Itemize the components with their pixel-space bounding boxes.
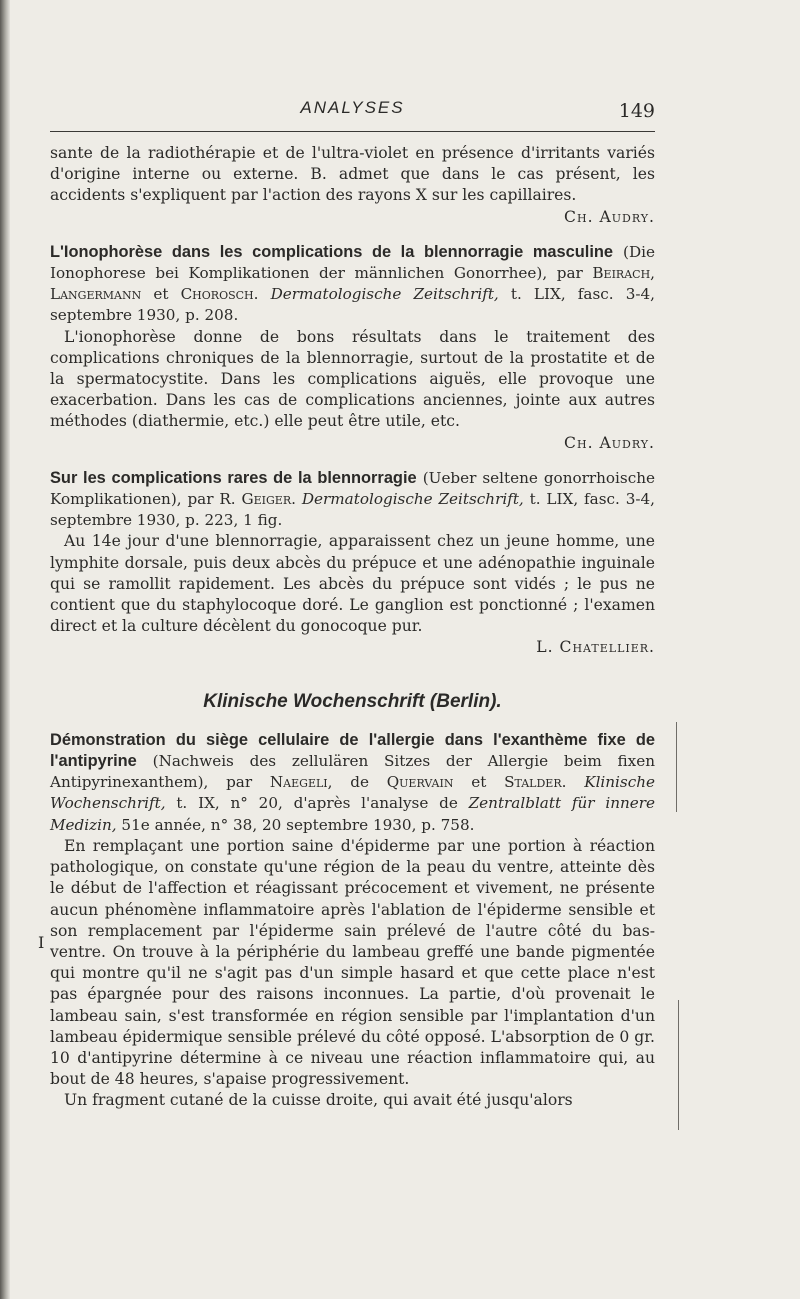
- article-citation: (Nachweis des zellulären Sitzes der Allergie beim fixen Antipyrinexanthem), par Naegeli, de Quervain et Stalder. Klinische Wochenschrift, t. IX, n° 20, d'après l'analyse de Zentralblatt für innere Medizin, 51e année, n° 38, 20 septembre 1930, p. 758.: [50, 752, 655, 834]
- article-title: Démonstration du siège cellulaire de l'allergie dans l'exanthème fixe de l'antipyrine: [50, 730, 655, 771]
- article-antipyrine: [50, 730, 655, 1112]
- margin-mark: I: [38, 933, 45, 952]
- article-signature: Ch. Audry.: [564, 433, 655, 452]
- page-content: [50, 143, 655, 1112]
- article-heading: [50, 730, 655, 836]
- article-title: Sur les complications rares de la blennorragie: [50, 468, 417, 487]
- intro-paragraph: sante de la radiothérapie et de l'ultra-violet en présence d'irritants variés d'origine interne ou externe. B. admet que dans le cas présent, les accidents s'expliquent par l'action des rayons X sur les capillaires.: [50, 144, 655, 205]
- article-body-continued: Un fragment cutané de la cuisse droite, qui avait été jusqu'alors: [64, 1091, 573, 1110]
- page-header: [50, 98, 655, 126]
- article-body: Au 14e jour d'une blennorragie, apparaissent chez un jeune homme, une lymphite dorsale, puis deux abcès du prépuce et une adénopathie inguinale qui se ramollit rapidement. Les abcès du prépuce sont vidés ; le pus ne contient que du staphylocoque doré. Le ganglion est ponctionné ; l'examen direct et la culture décèlent du gonocoque pur.: [50, 532, 655, 636]
- running-head: ANALYSES: [300, 98, 405, 117]
- article-heading: [50, 468, 655, 532]
- header-rule: [50, 131, 655, 132]
- article-citation: (Die Ionophorese bei Komplikationen der männlichen Gonorrhee), par Beirach, Langermann et Chorosch. Dermatologische Zeitschrift, t. LIX, fasc. 3-4, septembre 1930, p. 208.: [50, 242, 655, 325]
- article-complications-rares: [50, 468, 655, 659]
- article-title: L'Ionophorèse dans les complications de la blennorragie masculine: [50, 242, 614, 261]
- article-signature: L. Chatellier.: [536, 638, 655, 657]
- article-heading: [50, 242, 655, 327]
- article-ionophorese: [50, 242, 655, 454]
- article-body: L'ionophorèse donne de bons résultats dans le traitement des complications chroniques de la blennorragie, surtout de la prostatite et de la spermatocystite. Dans les complications aiguës, elle provoque une exacerbation. Dans les cas de complications anciennes, jointe aux autres méthodes (diathermie, etc.) elle peut être utile, etc.: [50, 327, 655, 431]
- book-spine-shadow: [0, 0, 10, 1299]
- journal-heading: Klinische Wochenschrift (Berlin).: [203, 690, 502, 712]
- article-body: En remplaçant une portion saine d'épiderme par une portion à réaction pathologique, on constate qu'une région de la peau du ventre, atteinte dès le début de l'affection et réagissant précocement et vivement, ne présente aucun phénomène inflammatoire après l'ablation de l'épiderme sensible et son remplacement par l'épiderme sain prélevé de l'autre côté du bas-ventre. On trouve à la périphérie du lambeau greffé une bande pigmentée qui montre qu'il ne s'agit pas d'un simple hasard et que cette place n'est pas épargnée pour des raisons inconnues. La partie, d'où provenait le lambeau sain, s'est transformée en région sensible par l'implantation d'un lambeau épidermique sensible prélevé du côté opposé. L'absorption de 0 gr. 10 d'antipyrine détermine à ce niveau une réaction inflammatoire qui, au bout de 48 heures, s'apaise progressivement.: [50, 836, 655, 1089]
- page-edge-line: [678, 1000, 679, 1130]
- page-number: 149: [618, 100, 655, 122]
- intro-signature: Ch. Audry.: [564, 207, 655, 226]
- article-citation: (Ueber seltene gonorrhoische Komplikationen), par R. Geiger. Dermatologische Zeitschrift, t. LIX, fasc. 3-4, septembre 1930, p. 223, 1 fig.: [50, 468, 655, 530]
- page-edge-line: [676, 722, 677, 812]
